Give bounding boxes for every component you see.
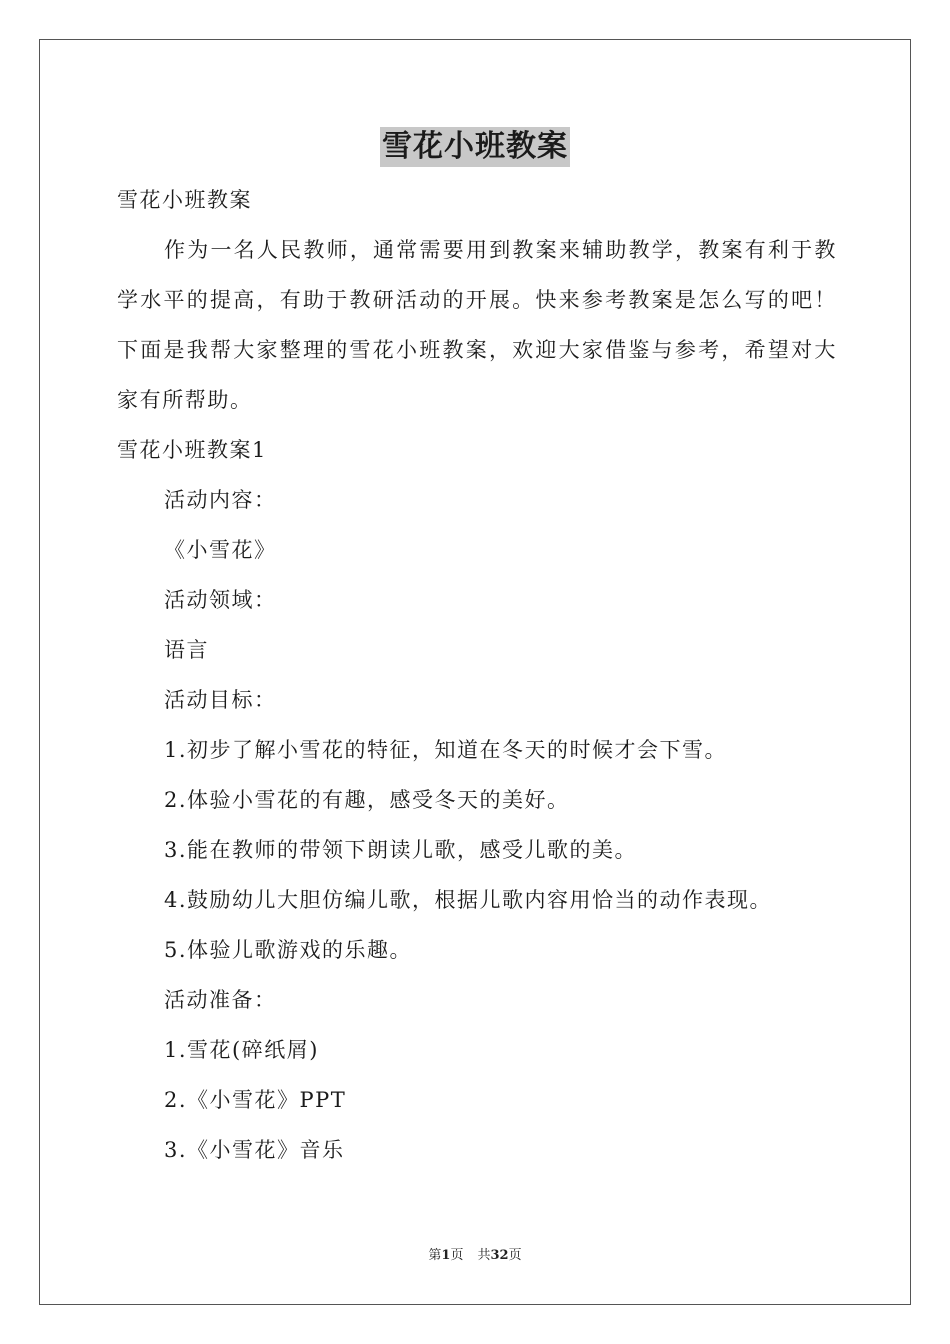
page-footer (0, 1247, 950, 1265)
body-line: 2.《小雪花》PPT (164, 1088, 347, 1112)
body-line: 语言 (164, 638, 209, 662)
body-line: 4.鼓励幼儿大胆仿编儿歌，根据儿歌内容用恰当的动作表现。 (164, 888, 773, 912)
body-line: 活动领域： (164, 588, 277, 612)
footer-prefix: 第 (428, 1248, 442, 1263)
body-line: 3.能在教师的带领下朗读儿歌，感受儿歌的美。 (164, 838, 638, 862)
document-body (117, 175, 837, 1175)
footer-page-unit: 页 (450, 1248, 464, 1263)
body-line: 2.体验小雪花的有趣，感受冬天的美好。 (164, 788, 570, 812)
footer-page-number: 1 (441, 1248, 451, 1263)
intro-paragraph: 作为一名人民教师，通常需要用到教案来辅助教学，教案有利于教学水平的提高，有助于教研活动的开展。快来参考教案是怎么写的吧！下面是我帮大家整理的雪花小班教案，欢迎大家借鉴与参考，希望对大家有所帮助。 (117, 238, 837, 412)
footer-total-prefix: 共 (477, 1248, 491, 1263)
body-line: 活动内容： (164, 488, 277, 512)
title-wrap (0, 127, 950, 167)
body-line: 活动准备： (164, 988, 277, 1012)
body-line: 1.雪花(碎纸屑) (164, 1038, 319, 1062)
body-line: 5.体验儿歌游戏的乐趣。 (164, 938, 413, 962)
subtitle: 雪花小班教案 (117, 188, 252, 212)
body-line: 《小雪花》 (164, 538, 277, 562)
body-line: 1.初步了解小雪花的特征，知道在冬天的时候才会下雪。 (164, 738, 728, 762)
section-heading: 雪花小班教案1 (117, 438, 267, 462)
body-line: 3.《小雪花》音乐 (164, 1138, 345, 1162)
footer-total-unit: 页 (508, 1248, 522, 1263)
document-title: 雪花小班教案 (380, 127, 570, 167)
body-line: 活动目标： (164, 688, 277, 712)
footer-total-pages: 32 (490, 1248, 509, 1263)
